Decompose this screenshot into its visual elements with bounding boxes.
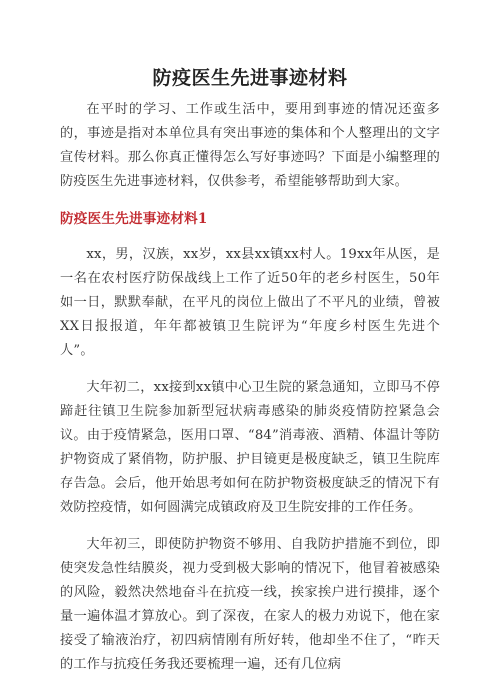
document-title: 防疫医生先进事迹材料 <box>152 67 348 89</box>
body-paragraph-2: 大年初二，xx接到xx镇中心卫生院的紧急通知，立即马不停蹄赶往镇卫生院参加新型冠状病毒感染的肺炎疫情防控紧急会议。由于疫情紧急，医用口罩、“84”消毒液、酒精、体温计等防护物资成了紧俏物，防护服、护目镜更是极度缺乏，镇卫生院库存告急。会后，他开始思考如何在防护物资极度缺乏的情况下有效防控疫情，如何圆满完成镇政府及卫生院安排的工作任务。 <box>60 380 440 515</box>
body-paragraph-3: 大年初三，即使防护物资不够用、自我防护措施不到位，即使突发急性结膜炎，视力受到极大影响的情况下，他冒着被感染的风险，毅然决然地奋斗在抗疫一线，挨家挨户进行摸排，逐个量一遍体温才算放心。到了深夜，在家人的极力劝说下，他在家接受了输液治疗，初四病情刚有所好转，他却坐不住了，“昨天的工作与抗疫任务我还要梳理一遍，还有几位病 <box>60 537 440 672</box>
document-body <box>60 98 440 690</box>
body-paragraph-1: xx，男，汉族，xx岁，xx县xx镇xx村人。19xx年从医，是一名在农村医疗防保战线上工作了近50年的老乡村医生，50年如一日，默默奉献，在平凡的岗位上做出了不平凡的业绩，曾被XX日报报道，年年都被镇卫生院评为“年度乡村医生先进个人”。 <box>60 247 440 358</box>
intro-paragraph: 在平时的学习、工作或生活中，要用到事迹的情况还蛮多的，事迹是指对本单位具有突出事迹的集体和个人整理出的文字宣传材料。那么你真正懂得怎么写好事迹吗？下面是小编整理的防疫医生先进事迹材料，仅供参考，希望能够帮助到大家。 <box>60 102 440 189</box>
section-heading: 防疫医生先进事迹材料1 <box>60 211 208 227</box>
